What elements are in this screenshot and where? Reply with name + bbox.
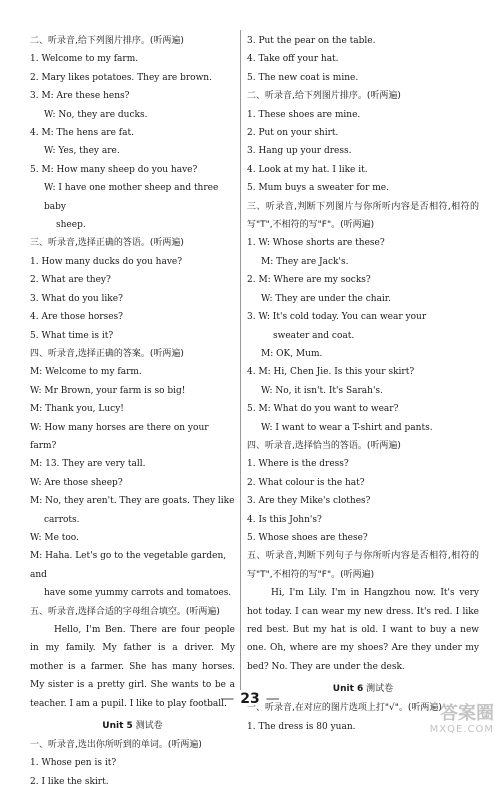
watermark-line-2: MXQE.COM	[429, 724, 494, 735]
section-3-title: 三、听录音,选择正确的答语。(听两遍)	[30, 238, 184, 249]
page-number-value: 23	[240, 691, 260, 707]
r3-line-5: 5. M: What do you want to wear?	[247, 404, 399, 415]
r4-item-3: 3. Are they Mike's clothes?	[247, 496, 371, 507]
r-section-4-title: 四、听录音,选择恰当的答语。(听两遍)	[247, 440, 401, 451]
s4-line-9: M: Haha. Let's go to the vegetable garden, and	[30, 551, 227, 580]
r4-item-2: 2. What colour is the hat?	[247, 477, 365, 488]
r2-item-3: 3. Hang up your dress.	[247, 146, 352, 157]
left-column	[30, 32, 235, 791]
r3-line-4-reply: W: No, it isn't. It's Sarah's.	[261, 385, 383, 396]
r-top-item-3: 3. Put the pear on the table.	[247, 36, 376, 46]
unit-6-tag: 测试卷	[366, 684, 394, 695]
u5-item-2: 2. I like the skirt.	[30, 776, 109, 787]
s2-item-4: 4. M: The hens are fat.	[30, 128, 134, 139]
r4-item-4: 4. Is this John's?	[247, 514, 322, 525]
r5-passage: Hi, I'm Lily. I'm in Hangzhou now. It's very hot today. I can wear my new dress. It's red. I like red best. But my hat is old. I want to buy a new one. Oh, where are my shoes? Are they under my bed? No. They are under the desk.	[247, 588, 479, 672]
r2-item-1: 1. These shoes are mine.	[247, 109, 361, 120]
r4-item-1: 1. Where is the dress?	[247, 459, 349, 470]
s4-line-5: M: 13. They are very tall.	[30, 459, 146, 470]
section-5-title: 五、听录音,选择合适的字母组合填空。(听两遍)	[30, 606, 220, 617]
page-number-dash-left: —	[220, 691, 235, 707]
s3-item-3: 3. What do you like?	[30, 293, 123, 304]
r3-line-5-reply: W: I want to wear a T-shirt and pants.	[261, 422, 433, 433]
r-top-item-5: 5. The new coat is mine.	[247, 72, 359, 83]
s5-passage: Hello, I'm Ben. There are four people in my family. My father is a driver. My mother is a farmer. She has many horses. My sister is a pretty girl. She wants to be a teacher. I am a pupil. I like to play football.	[30, 625, 235, 709]
r3-line-2-reply: W: They are under the chair.	[261, 293, 391, 304]
u5-section-1-title: 一、听录音,选出你所听到的单词。(听两遍)	[30, 740, 202, 751]
r4-item-5: 5. Whose shoes are these?	[247, 532, 368, 543]
s4-line-1: M: Welcome to my farm.	[30, 367, 142, 378]
section-2-title: 二、听录音,给下列图片排序。(听两遍)	[30, 36, 184, 46]
watermark-logo	[414, 704, 494, 735]
u6-item-1: 1. The dress is 80 yuan.	[247, 721, 356, 732]
s3-item-2: 2. What are they?	[30, 275, 111, 286]
unit-6-name: Unit 6	[332, 684, 364, 695]
s4-line-7-cont: carrots.	[44, 514, 80, 525]
watermark-line-1: 答案圈	[440, 703, 494, 724]
unit-5-tag: 测试卷	[135, 721, 163, 732]
r3-line-4: 4. M: Hi, Chen Jie. Is this your skirt?	[247, 367, 415, 378]
r3-line-2: 2. M: Where are my socks?	[247, 275, 371, 286]
u6-section-1-title: 一、听录音,在对应的图片选项上打"√"。(听两遍)	[247, 703, 442, 714]
r3-line-3-cont: sweater and coat.	[273, 330, 355, 341]
r-top-item-4: 4. Take off your hat.	[247, 54, 339, 65]
s2-item-3: 3. M: Are these hens?	[30, 91, 130, 102]
s4-line-7: M: No, they aren't. They are goats. They like	[30, 496, 235, 507]
r2-item-2: 2. Put on your shirt.	[247, 128, 339, 139]
s4-line-9-cont: have some yummy carrots and tomatoes.	[44, 588, 232, 599]
section-4-title: 四、听录音,选择正确的答案。(听两遍)	[30, 348, 184, 359]
r2-item-5: 5. Mum buys a sweater for me.	[247, 183, 389, 194]
s2-item-5: 5. M: How many sheep do you have?	[30, 164, 198, 175]
s4-line-3: M: Thank you, Lucy!	[30, 404, 124, 415]
s3-item-1: 1. How many ducks do you have?	[30, 256, 183, 267]
s4-line-4: W: How many horses are there on your farm?	[30, 422, 209, 451]
s4-line-6: W: Are those sheep?	[30, 477, 123, 488]
r-section-5-title: 五、听录音,判断下列句子与你所听内容是否相符,相符的写"T",不相符的写"F"。(听两遍)	[247, 551, 479, 580]
r3-line-1: 1. W: Whose shorts are these?	[247, 238, 385, 249]
u5-item-1: 1. Whose pen is it?	[30, 758, 117, 769]
s2-item-4-reply: W: Yes, they are.	[44, 146, 120, 157]
r2-item-4: 4. Look at my hat. I like it.	[247, 164, 368, 175]
right-column	[247, 32, 479, 736]
r3-line-3-reply: M: OK, Mum.	[261, 348, 323, 359]
s4-line-2: W: Mr Brown, your farm is so big!	[30, 385, 186, 396]
r3-line-3: 3. W: It's cold today. You can wear your	[247, 312, 427, 323]
unit-5-name: Unit 5	[102, 721, 133, 732]
s2-item-5-reply: W: I have one mother sheep and three baby	[44, 183, 219, 212]
unit-5-heading	[30, 716, 235, 736]
s2-item-1: 1. Welcome to my farm.	[30, 54, 139, 65]
s3-item-5: 5. What time is it?	[30, 330, 114, 341]
page-number-dash-right: —	[265, 691, 280, 707]
s2-item-3-reply: W: No, they are ducks.	[44, 109, 148, 120]
r3-line-1-reply: M: They are Jack's.	[261, 256, 349, 267]
s2-item-2: 2. Mary likes potatoes. They are brown.	[30, 72, 212, 83]
column-divider	[240, 30, 241, 690]
s2-item-5-reply-cont: sheep.	[56, 220, 86, 231]
s3-item-4: 4. Are those horses?	[30, 312, 123, 323]
r-section-3-title: 三、听录音,判断下列图片与你所听内容是否相符,相符的写"T",不相符的写"F"。(听两遍)	[247, 201, 479, 231]
r-section-2-title: 二、听录音,给下列图片排序。(听两遍)	[247, 91, 401, 102]
s4-line-8: W: Me too.	[30, 532, 79, 543]
